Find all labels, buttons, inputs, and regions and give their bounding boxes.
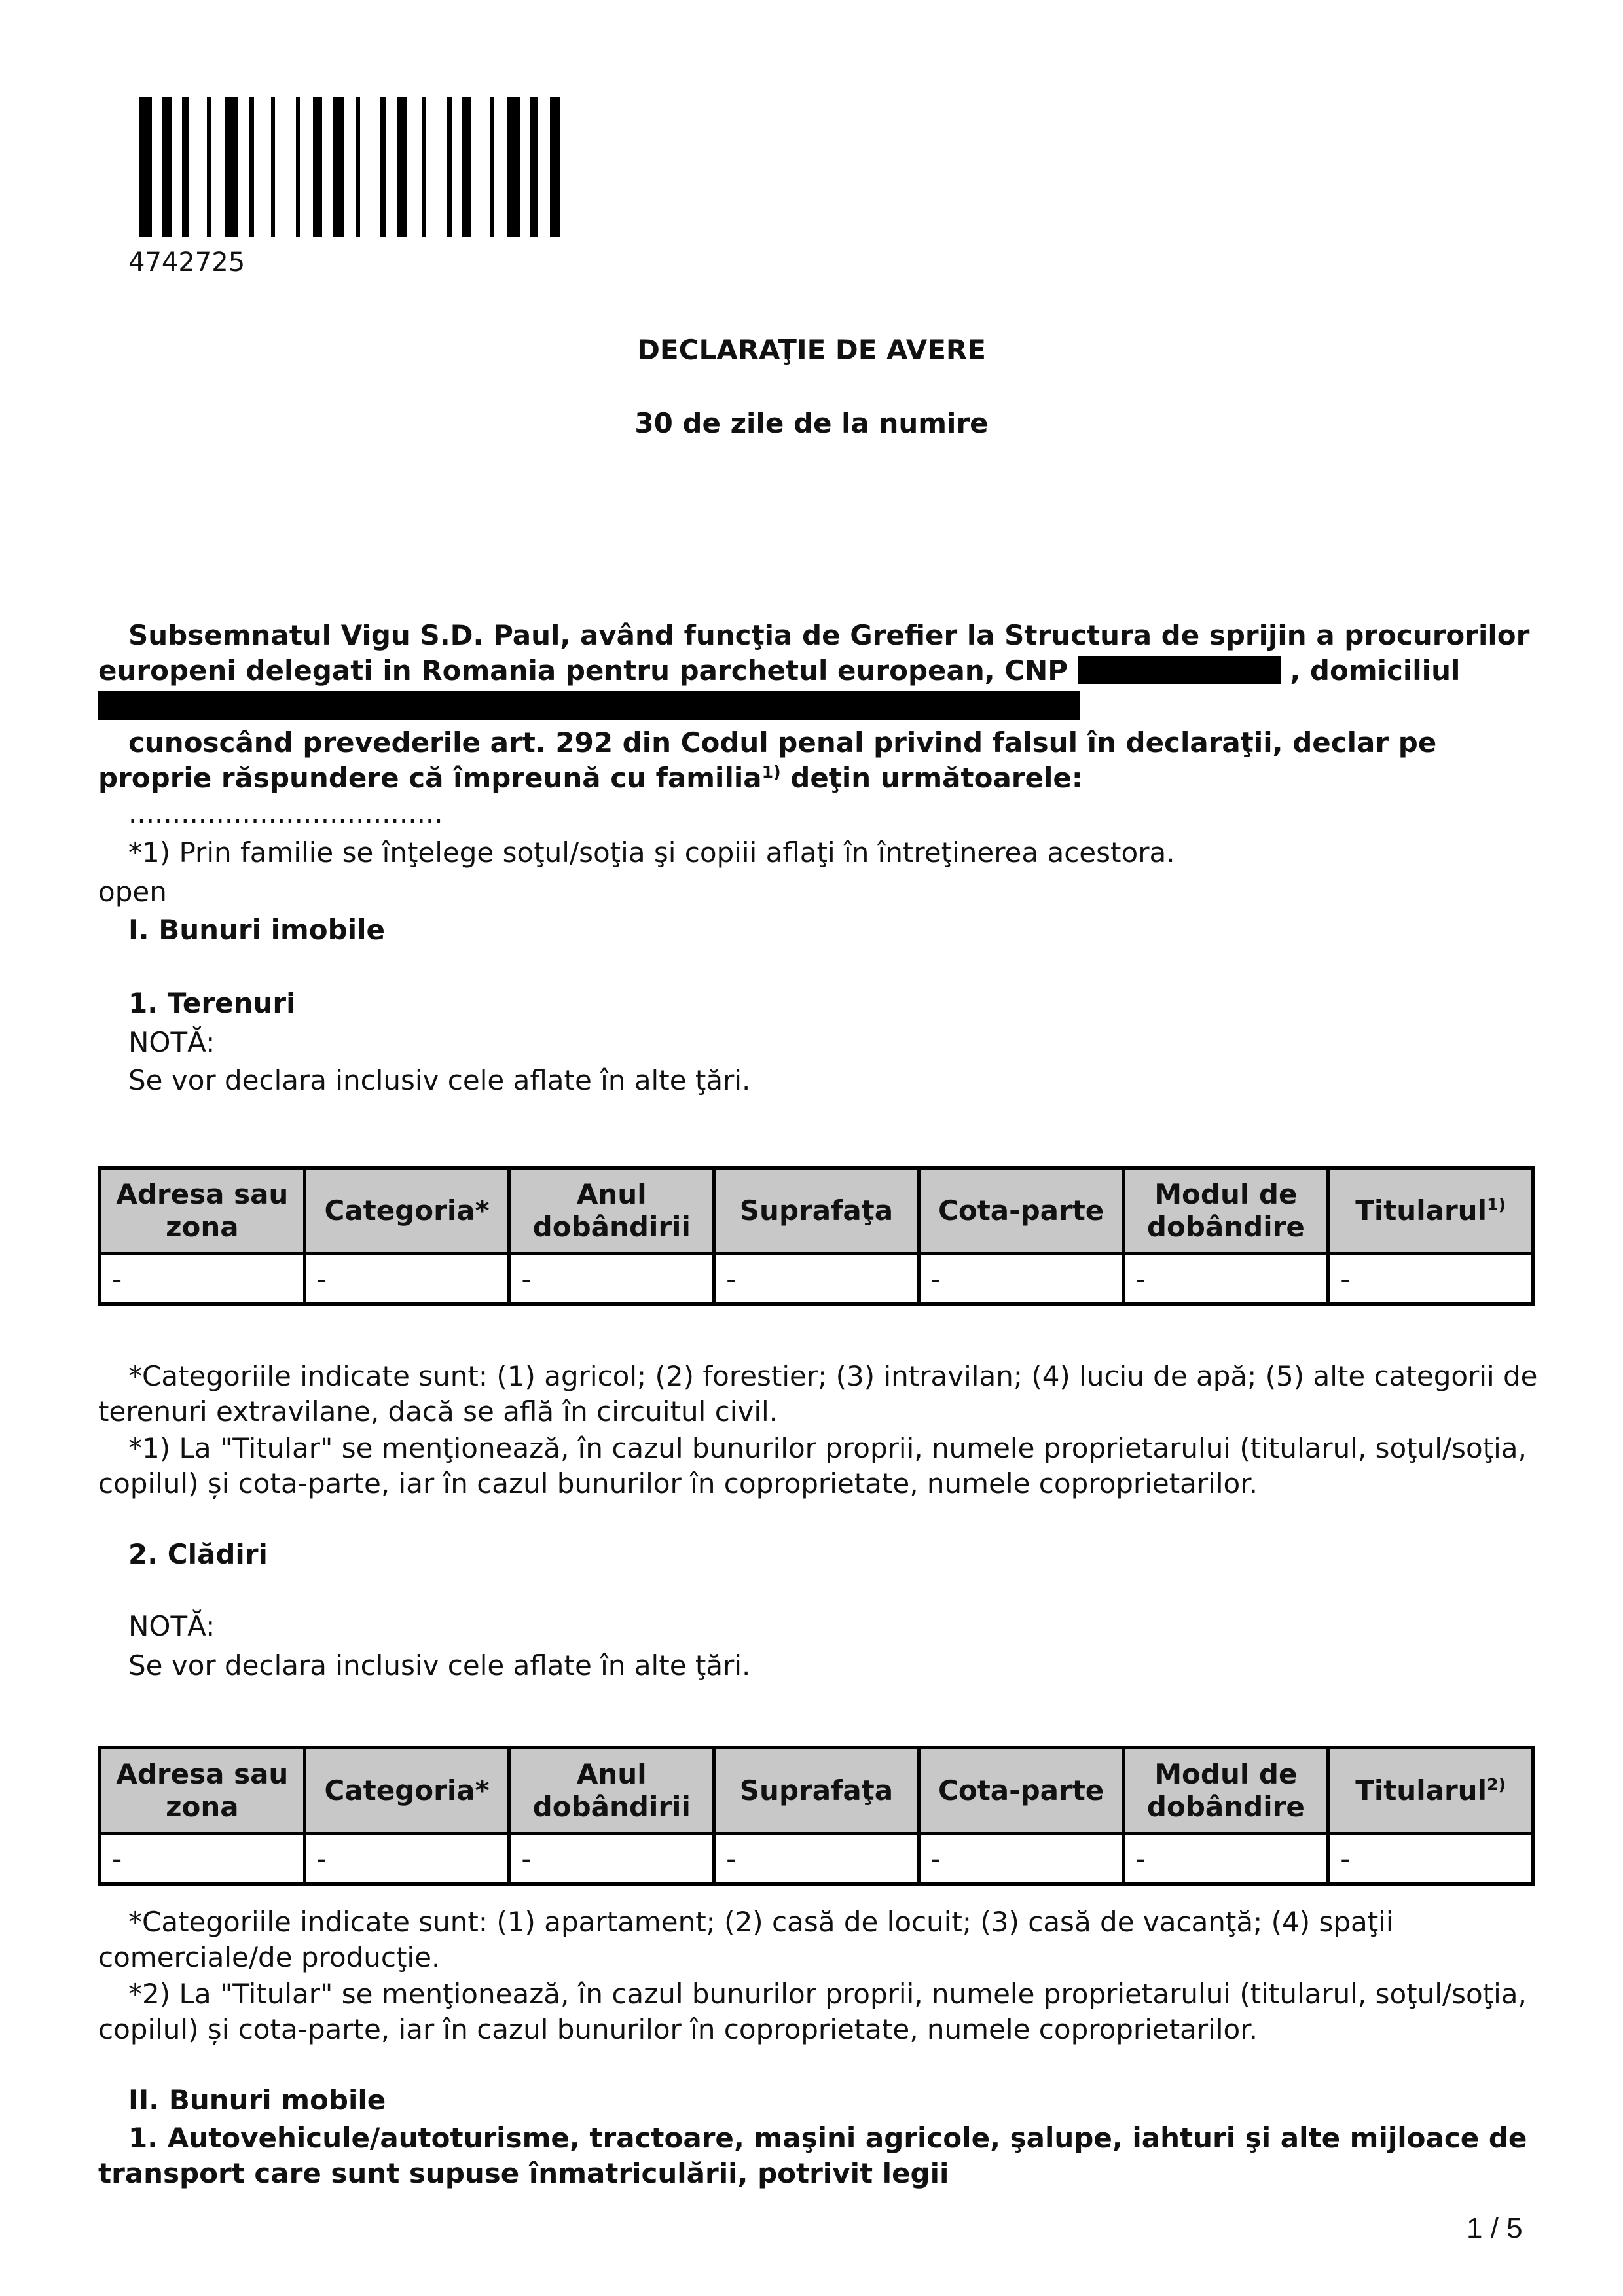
- col-suprafata: Suprafaţa: [714, 1748, 919, 1834]
- dotted-line: ....................................: [128, 797, 443, 829]
- barcode-bar: [550, 97, 560, 237]
- subsection-terenuri: 1. Terenuri: [128, 987, 296, 1019]
- titularul-label: Titularul: [1355, 1194, 1487, 1227]
- subsection-autovehicule: 1. Autovehicule/autoturisme, tractoare, maşini agricole, şalupe, iahturi şi alte mijloace de transport care sunt supuse înmatriculării, potrivit legii: [98, 2122, 1527, 2189]
- intro-text-3: cunoscând prevederile art. 292 din Codul penal privind falsul în declaraţii, declar pe proprie răspundere că împreună cu familia: [98, 726, 1437, 794]
- table-cell: -: [919, 1254, 1123, 1304]
- section-bunuri-mobile: II. Bunuri mobile: [128, 2084, 386, 2116]
- col-suprafata: Suprafaţa: [714, 1168, 919, 1254]
- table-cell: -: [714, 1254, 919, 1304]
- barcode: [139, 97, 883, 237]
- col-titularul: [1328, 1748, 1533, 1834]
- col-adresa: Adresa sau zona: [100, 1748, 305, 1834]
- table-row: [100, 1834, 1533, 1884]
- barcode-bar: [422, 97, 426, 237]
- barcode-bar: [296, 97, 300, 237]
- titularul-sup: 1): [1486, 1195, 1506, 1214]
- col-titularul: [1328, 1168, 1533, 1254]
- barcode-bar: [530, 97, 538, 237]
- col-categoria: Categoria*: [304, 1168, 509, 1254]
- declaration-text: [98, 725, 1539, 796]
- barcode-bar: [490, 97, 494, 237]
- document-subtitle: 30 de zile de la numire: [634, 407, 989, 439]
- table-cell: -: [509, 1834, 714, 1884]
- barcode-bar: [333, 97, 344, 237]
- col-modul: Modul de dobândire: [1123, 1748, 1328, 1834]
- barcode-bar: [207, 97, 211, 237]
- table-cell: -: [1123, 1254, 1328, 1304]
- family-footnote: *1) Prin familie se înţelege soţul/soţia şi copiii aflaţi în întreţinerea acestora.: [128, 836, 1175, 869]
- terenuri-categories-note: *Categoriile indicate sunt: (1) agricol; (2) forestier; (3) intravilan; (4) luciu de apă; (5) alte categorii de terenuri extravilane, dacă se află în circuitul civil.: [98, 1360, 1538, 1427]
- intro-text-1: Subsemnatul Vigu S.D. Paul, având funcţia de Grefier la Structura de sprijin a procurorilor europeni delegati in Romania pentru parchetul european, CNP: [98, 619, 1530, 687]
- table-cell: -: [919, 1834, 1123, 1884]
- barcode-number: 4742725: [128, 247, 246, 278]
- titularul-sup: 2): [1486, 1775, 1506, 1794]
- barcode-bar: [397, 97, 407, 237]
- redacted-cnp: [1078, 656, 1281, 684]
- redacted-address-line: [98, 691, 1080, 720]
- barcode-bar: [271, 97, 275, 237]
- table-cell: -: [714, 1834, 919, 1884]
- cladiri-nota: NOTĂ:: [128, 1610, 215, 1642]
- col-modul: Modul de dobândire: [1123, 1168, 1328, 1254]
- cladiri-titular-note: *2) La "Titular" se menţionează, în cazul bunurilor proprii, numele proprietarului (titularul, soţul/soţia, copilul) și cota-parte, iar în cazul bunurilor în coproprietate, numele coproprietarilor.: [98, 1978, 1527, 2045]
- table-cell: -: [304, 1834, 509, 1884]
- terenuri-table: [98, 1166, 1535, 1306]
- table-row: [100, 1254, 1533, 1304]
- barcode-bar: [462, 97, 471, 237]
- table-cell: -: [1123, 1834, 1328, 1884]
- barcode-bar: [356, 97, 360, 237]
- col-cota-parte: Cota-parte: [919, 1168, 1123, 1254]
- table-cell: -: [1328, 1254, 1533, 1304]
- table-cell: -: [100, 1834, 305, 1884]
- table-cell: -: [304, 1254, 509, 1304]
- intro-text-4: deţin următoarele:: [790, 762, 1083, 794]
- terenuri-note-text: Se vor declara inclusiv cele aflate în alte ţări.: [128, 1064, 751, 1096]
- col-cota-parte: Cota-parte: [919, 1748, 1123, 1834]
- barcode-bar: [225, 97, 238, 237]
- col-categoria: Categoria*: [304, 1748, 509, 1834]
- section-bunuri-imobile: I. Bunuri imobile: [128, 914, 386, 946]
- cladiri-table: [98, 1746, 1535, 1886]
- table-cell: -: [100, 1254, 305, 1304]
- document-title: DECLARAŢIE DE AVERE: [637, 334, 986, 366]
- barcode-bar: [249, 97, 254, 237]
- col-anul: Anul dobândirii: [509, 1168, 714, 1254]
- intro-text-2: , domiciliul: [1290, 655, 1461, 687]
- table-cell: -: [1328, 1834, 1533, 1884]
- col-adresa: Adresa sau zona: [100, 1168, 305, 1254]
- cladiri-categories-note: *Categoriile indicate sunt: (1) apartament; (2) casă de locuit; (3) casă de vacanţă; (4) spaţii comerciale/de producţie.: [98, 1906, 1394, 1973]
- page-number: 1 / 5: [1467, 2212, 1523, 2244]
- barcode-bar: [313, 97, 322, 237]
- barcode-bar: [182, 97, 189, 237]
- terenuri-titular-note: *1) La "Titular" se menţionează, în cazul bunurilor proprii, numele proprietarului (titularul, soţul/soţia, copilul) și cota-parte, iar în cazul bunurilor în coproprietate, numele coproprietarilor.: [98, 1432, 1527, 1499]
- terenuri-nota: NOTĂ:: [128, 1026, 215, 1058]
- barcode-bar: [380, 97, 386, 237]
- titularul-label: Titularul: [1355, 1774, 1487, 1806]
- footnote-ref: 1): [761, 762, 781, 781]
- subsection-cladiri: 2. Clădiri: [128, 1538, 268, 1570]
- barcode-bar: [447, 97, 452, 237]
- barcode-bar: [507, 97, 520, 237]
- barcode-bar: [162, 97, 172, 237]
- table-cell: -: [509, 1254, 714, 1304]
- barcode-bar: [139, 97, 152, 237]
- cladiri-note-text: Se vor declara inclusiv cele aflate în alte ţări.: [128, 1649, 751, 1681]
- terenuri-header-row: [100, 1168, 1533, 1254]
- open-marker: open: [98, 876, 167, 908]
- col-anul: Anul dobândirii: [509, 1748, 714, 1834]
- cladiri-header-row: [100, 1748, 1533, 1834]
